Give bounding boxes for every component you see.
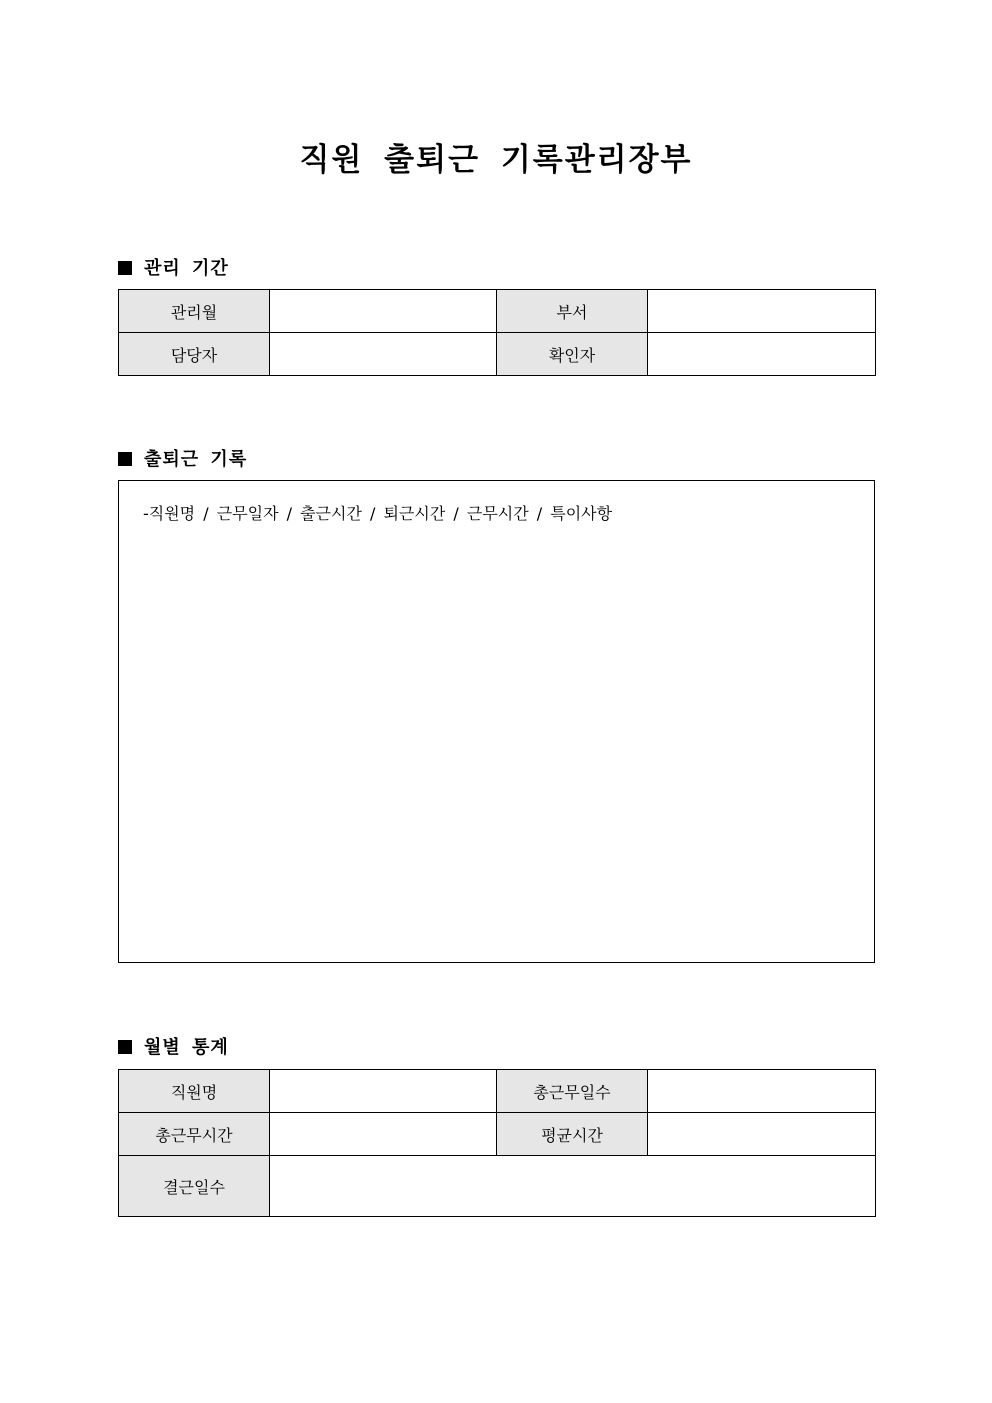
stats-table [118,1069,876,1217]
label-department: 부서 [497,290,648,333]
field-confirmer[interactable] [648,333,876,376]
square-bullet-icon [118,1040,132,1054]
field-manager[interactable] [270,333,497,376]
label-total-work-hours: 총근무시간 [119,1113,270,1156]
square-bullet-icon [118,261,132,275]
field-employee-name[interactable] [270,1070,497,1113]
label-management-month: 관리월 [119,290,270,333]
label-manager: 담당자 [119,333,270,376]
page-title: 직원 출퇴근 기록관리장부 [299,142,693,178]
section-heading-record [118,445,247,471]
label-average-hours: 평균시간 [497,1113,648,1156]
label-absence-days: 결근일수 [119,1156,270,1217]
section-heading-record-label: 출퇴근 기록 [144,449,248,470]
field-average-hours[interactable] [648,1113,876,1156]
period-table [118,289,876,376]
record-format-line: -직원명 / 근무일자 / 출근시간 / 퇴근시간 / 근무시간 / 특이사항 [143,504,613,523]
stats-row [119,1113,876,1156]
record-box[interactable] [118,480,875,963]
square-bullet-icon [118,452,132,466]
label-total-work-days: 총근무일수 [497,1070,648,1113]
field-department[interactable] [648,290,876,333]
period-row [119,333,876,376]
period-row [119,290,876,333]
field-management-month[interactable] [270,290,497,333]
field-total-work-hours[interactable] [270,1113,497,1156]
section-heading-period [118,254,229,280]
stats-row [119,1070,876,1113]
field-total-work-days[interactable] [648,1070,876,1113]
label-employee-name: 직원명 [119,1070,270,1113]
stats-row [119,1156,876,1217]
section-heading-stats [118,1033,229,1059]
section-heading-stats-label: 월별 통계 [144,1037,229,1058]
section-heading-period-label: 관리 기간 [144,258,229,279]
label-confirmer: 확인자 [497,333,648,376]
field-absence-days[interactable] [270,1156,876,1217]
